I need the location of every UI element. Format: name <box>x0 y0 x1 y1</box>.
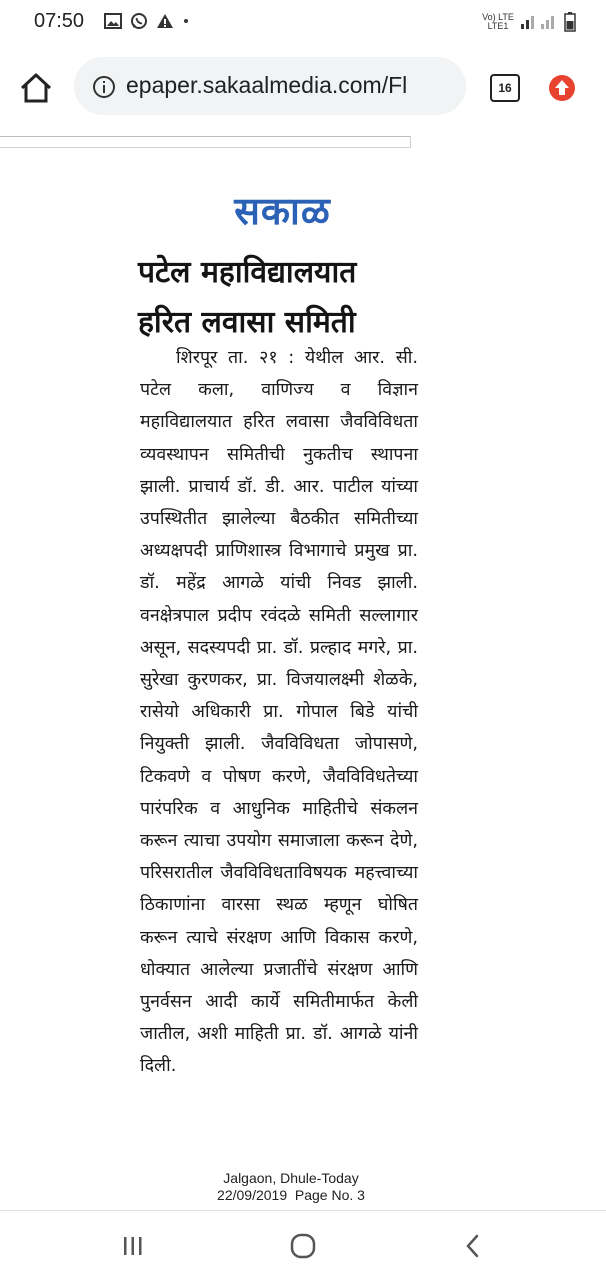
network-label: Vo) LTE LTE1 <box>482 12 514 31</box>
update-icon[interactable] <box>548 74 576 102</box>
whatsapp-icon <box>130 12 148 30</box>
browser-toolbar <box>0 48 606 131</box>
system-icons <box>482 12 576 32</box>
headline-line-1: पटेल महाविद्यालयात <box>138 255 357 290</box>
epaper-page[interactable] <box>0 130 606 1210</box>
info-icon[interactable] <box>92 75 116 99</box>
notification-icons <box>104 12 190 30</box>
clipping-edge <box>0 136 411 148</box>
home-circle-icon[interactable] <box>288 1231 318 1261</box>
home-icon[interactable] <box>18 70 54 106</box>
dot-icon <box>182 17 190 25</box>
newspaper-masthead: सकाळ <box>234 188 331 233</box>
back-icon[interactable] <box>458 1231 488 1261</box>
article-body: शिरपूर ता. २१ : येथील आर. सी. पटेल कला, वाणिज्य व विज्ञान महाविद्यालयात हरित लवासा जैवविविधता व्यवस्थापन समितीची नुकतीच स्थापना झाली. प्राचार्य डॉ. डी. आर. पाटील यांच्या उपस्थितीत झालेल्या बैठकीत समितीच्या अध्यक्षपदी प्राणिशास्त्र विभागाचे प्रमुख प्रा. डॉ. महेंद्र आगळे यांची निवड झाली. वनक्षेत्रपाल प्रदीप रवंदळे समिती सल्लागार असून, सदस्यपदी प्रा. डॉ. प्रल्हाद मगरे, प्रा. सुरेखा कुरणकर, प्रा. विजयालक्ष्मी शेळके, रासेयो अधिकारी प्रा. गोपाल बिडे यांची नियुक्ती झाली. जैवविविधता जोपासणे, टिकवणे व पोषण करणे, जैवविविधतेच्या पारंपरिक व आधुनिक माहितीचे संकलन करून त्याचा उपयोग समाजाला करून देणे, परिसरातील जैवविविधताविषयक महत्त्वाच्या ठिकाणांना वारसा स्थळ म्हणून घोषित करून त्याचे संरक्षण आणि विकास करणे, धोक्यात आलेल्या प्रजातींचे संरक्षण आणि पुनर्वसन आदी कार्ये समितीमार्फत केली जातील, अशी माहिती प्रा. डॉ. आगळे यांनी दिली. <box>140 347 418 1077</box>
warning-icon <box>156 13 174 29</box>
edition-name: Jalgaon, Dhule-Today <box>223 1170 359 1186</box>
gallery-icon <box>104 13 122 29</box>
date-page: 22/09/2019 Page No. 3 <box>217 1187 365 1203</box>
article-headline <box>138 248 428 348</box>
tab-switcher-button[interactable]: 16 <box>490 74 520 102</box>
recent-apps-icon[interactable] <box>118 1231 148 1261</box>
system-nav-bar <box>0 1210 606 1281</box>
headline-line-2: हरित लवासा समिती <box>138 305 356 340</box>
signal-icon <box>520 14 558 30</box>
url-text[interactable]: epaper.sakaalmedia.com/Fl <box>126 72 408 98</box>
address-bar[interactable] <box>74 57 466 115</box>
battery-icon <box>564 12 576 32</box>
status-bar <box>0 0 606 48</box>
edition-info <box>180 1170 402 1204</box>
status-time: 07:50 <box>34 10 85 32</box>
